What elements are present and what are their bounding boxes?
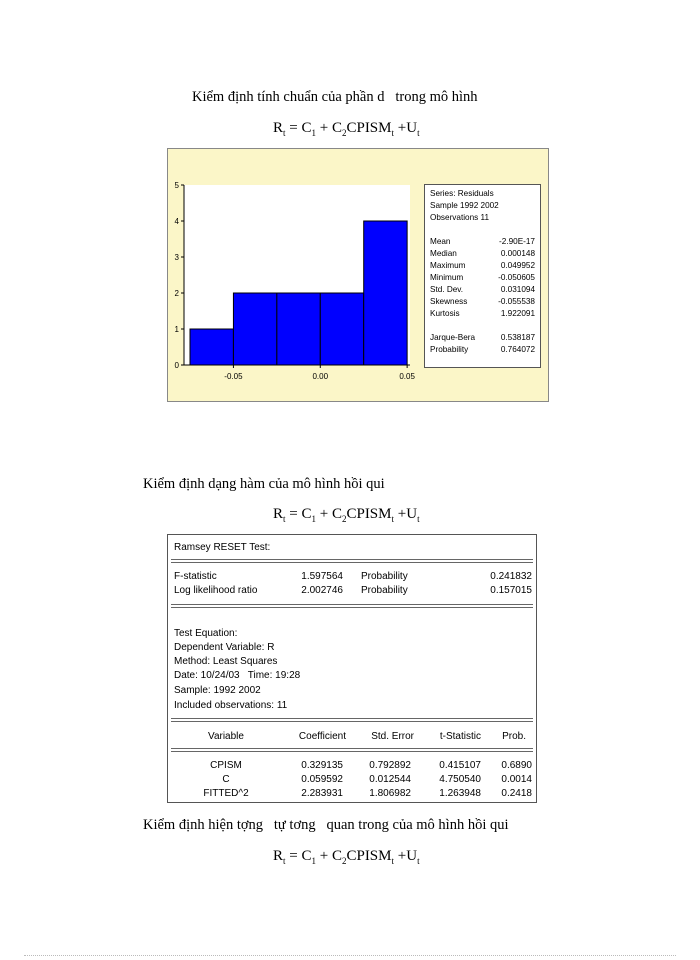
loglik-prob-label: Probability (361, 585, 408, 596)
equation-2: $R_t = C_1$ + $C_2CPISM_t +U_t$ (273, 506, 420, 524)
loglik-prob: 0.157015 (490, 585, 532, 596)
histogram-bar (190, 329, 233, 365)
double-rule (171, 748, 533, 752)
double-rule (171, 718, 533, 722)
col-header-std-error: Std. Error (371, 731, 414, 742)
stats-row (430, 200, 535, 212)
x-tick-label: -0.05 (224, 372, 243, 381)
stats-value: -2.90E-17 (499, 237, 535, 246)
stats-label: Median (430, 249, 457, 258)
stats-value: -0.050605 (498, 273, 535, 282)
stats-label: Probability (430, 345, 469, 354)
residual-stats-box (424, 184, 541, 368)
x-tick-label: 0.00 (312, 372, 329, 381)
stats-value: 0.000148 (500, 249, 535, 258)
stats-label: Kurtosis (430, 309, 460, 318)
stats-row (430, 260, 535, 272)
stats-row (430, 296, 535, 308)
stats-label: Skewness (430, 297, 468, 306)
col-header-prob: Prob. (502, 731, 526, 742)
loglik-label: Log likelihood ratio (174, 585, 258, 596)
stats-row (430, 284, 535, 296)
info-line: Date: 10/24/03 Time: 19:28 (174, 670, 301, 681)
stats-label: Std. Dev. (430, 285, 464, 294)
ramsey-reset-table: Ramsey RESET Test: F-statistic 1.597564 Probability 0.241832 Log likelihood ratio 2.002746 Probability 0.157015 Test Equation: Dependent Variable: R Method: Least Squares Date: 10/24/03 Time: 19:28 Sample: 1992 2002 Included observations: 11 Variable Coefficient Std. Error t-Statistic Prob. CPISM 0.329135 0.792892 0.415107 0.6890 C 0.059592 0.012544 4.750540 0.0014 FITTED^2 2.283931 1.806982 1.263948 0.2418 (167, 534, 537, 803)
equation-3: $R_t = C_1$ + $C_2CPISM_t +U_t$ (273, 848, 420, 866)
info-line: Dependent Variable: R (174, 642, 275, 653)
col-header-t-statistic: t-Statistic (439, 731, 481, 742)
stats-value: 0.049952 (500, 261, 535, 270)
stats-label: Maximum (430, 261, 466, 270)
info-line: Method: Least Squares (174, 656, 278, 667)
stats-label: Series: Residuals (430, 189, 494, 198)
histogram-bar (277, 293, 320, 365)
stats-value: 1.922091 (500, 309, 535, 318)
stats-label: Minimum (430, 273, 464, 282)
double-rule (171, 604, 533, 608)
fstat-prob: 0.241832 (490, 571, 532, 582)
histogram-bar (320, 293, 363, 365)
section2-heading: Kiểm định dạng hàm của mô hình hồi qui (143, 476, 385, 492)
fstat-prob-label: Probability (361, 571, 408, 582)
fstat-label: F-statistic (174, 571, 217, 582)
stats-label: Mean (430, 237, 451, 246)
y-tick-label: 3 (174, 253, 179, 262)
info-line: Sample: 1992 2002 (174, 685, 261, 696)
page-bottom-divider (24, 955, 676, 956)
col-header-variable: Variable (208, 731, 244, 742)
stats-row (430, 332, 535, 344)
y-tick-label: 1 (174, 325, 179, 334)
histogram-bar (233, 293, 276, 365)
stats-row (430, 236, 535, 248)
stats-label: Jarque-Bera (430, 333, 476, 342)
ramsey-title: Ramsey RESET Test: (174, 542, 271, 553)
y-tick-label: 5 (174, 181, 179, 190)
residuals-histogram-panel (167, 148, 549, 402)
section1-heading: Kiểm định tính chuẩn của phần d trong mô hình (192, 89, 478, 105)
y-tick-label: 0 (174, 361, 179, 370)
y-tick-label: 2 (174, 289, 179, 298)
stats-row (430, 344, 535, 356)
col-header-coefficient: Coefficient (298, 731, 346, 742)
stats-row (430, 188, 535, 200)
equation-1: $R_t = C_1$ + $C_2CPISM_t +U_t$ (273, 120, 420, 138)
stats-label: Sample 1992 2002 (430, 201, 499, 210)
info-line: Included observations: 11 (174, 700, 288, 711)
stats-row (430, 212, 535, 224)
x-tick-label: 0.05 (399, 372, 415, 381)
stats-row (430, 248, 535, 260)
stats-row (430, 308, 535, 320)
info-line: Test Equation: (174, 628, 238, 639)
fstat-value: 1.597564 (301, 571, 343, 582)
loglik-value: 2.002746 (301, 585, 343, 596)
section3-heading: Kiểm định hiện tợng tự tơng quan trong của mô hình hồi qui (143, 817, 509, 833)
histogram-bar (364, 221, 407, 365)
double-rule (171, 559, 533, 563)
y-tick-label: 4 (174, 217, 179, 226)
stats-label: Observations 11 (430, 213, 490, 222)
stats-value: 0.538187 (500, 333, 535, 342)
stats-value: -0.055538 (498, 297, 535, 306)
stats-value: 0.031094 (500, 285, 535, 294)
stats-row (430, 272, 535, 284)
stats-value: 0.764072 (500, 345, 535, 354)
